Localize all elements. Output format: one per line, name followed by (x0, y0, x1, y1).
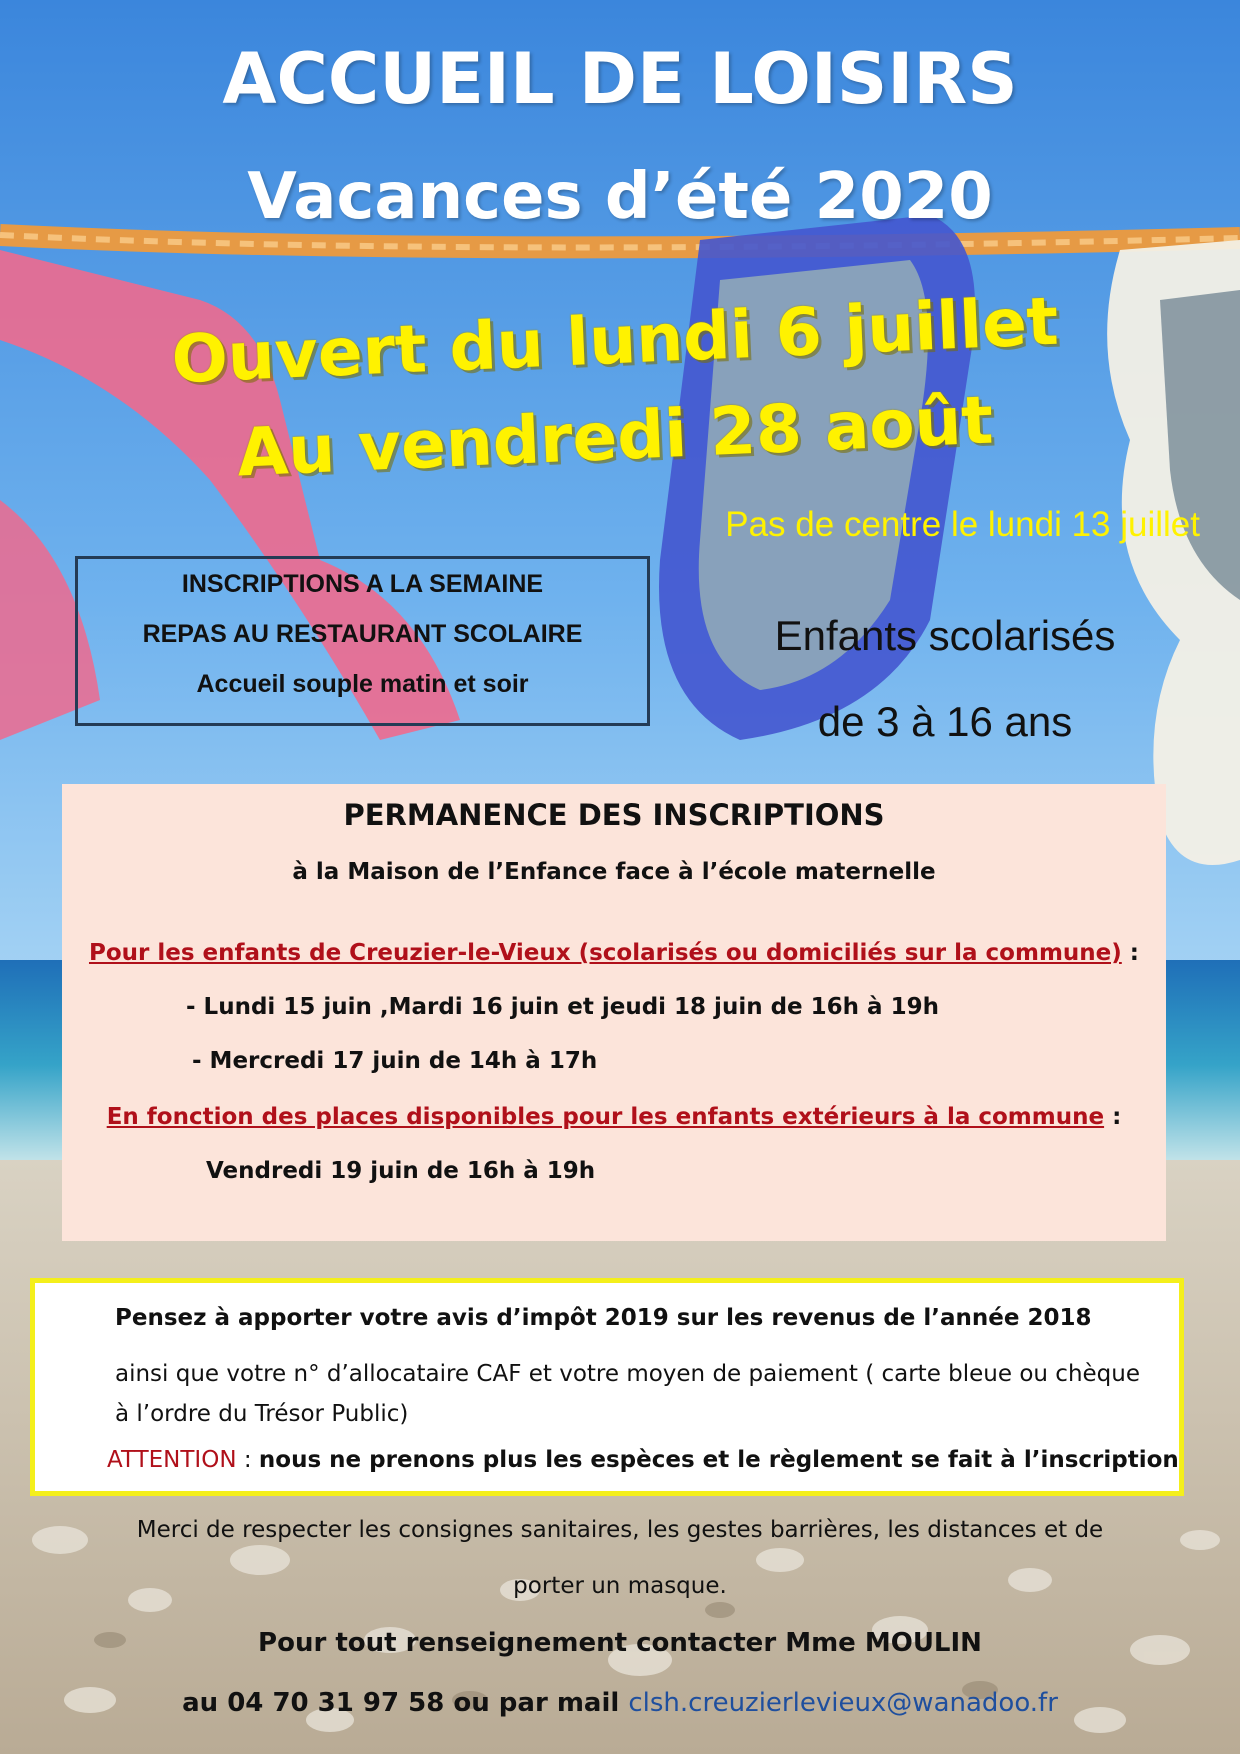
children-eligibility: Enfants scolarisés (774, 612, 1116, 659)
children-age-range: de 3 à 16 ans (817, 698, 1073, 745)
attention-label: ATTENTION (107, 1447, 237, 1473)
registration-info-box (75, 556, 650, 726)
attention-line (107, 1447, 1179, 1473)
local-children-heading (62, 940, 1166, 966)
info-line-meals: REPAS AU RESTAURANT SCOLAIRE (142, 620, 583, 648)
attention-text: nous ne prenons plus les espèces et le règlement se fait à l’inscription (258, 1447, 1179, 1473)
local-slot-2: - Mercredi 17 juin de 14h à 17h (192, 1048, 598, 1074)
attention-separator: : (236, 1447, 259, 1473)
permanence-title: PERMANENCE DES INSCRIPTIONS (343, 798, 885, 832)
phone-email-line (0, 1688, 1240, 1718)
permanence-panel (62, 784, 1166, 1241)
info-line-reception: Accueil souple matin et soir (196, 670, 529, 698)
sanitary-notice-line1: Merci de respecter les consignes sanitaires, les gestes barrières, les distances et de (136, 1517, 1104, 1543)
external-slot: Vendredi 19 juin de 16h à 19h (206, 1158, 596, 1184)
external-children-heading (62, 1104, 1166, 1130)
contact-line: Pour tout renseignement contacter Mme MOULIN (258, 1628, 982, 1658)
info-line-weekly: INSCRIPTIONS A LA SEMAINE (181, 570, 544, 598)
local-children-heading-text: Pour les enfants de Creuzier-le-Vieux (scolarisés ou domiciliés sur la commune) (88, 940, 1122, 966)
phone-text: au 04 70 31 97 58 ou par mail (182, 1688, 629, 1718)
email-link[interactable]: clsh.creuzierlevieux@wanadoo.fr (628, 1688, 1058, 1718)
local-slot-1: - Lundi 15 juin ,Mardi 16 juin et jeudi 18 juin de 16h à 19h (186, 994, 939, 1020)
external-children-heading-suffix: : (1104, 1104, 1122, 1130)
page-subtitle: Vacances d’été 2020 (247, 160, 993, 234)
closed-day-note: Pas de centre le lundi 13 juillet (725, 505, 1200, 544)
reminder-caf-line: ainsi que votre n° d’allocataire CAF et votre moyen de paiement ( carte bleue ou chèque (115, 1361, 1141, 1387)
page-title: ACCUEIL DE LOISIRS (222, 38, 1018, 120)
local-children-heading-suffix: : (1121, 940, 1139, 966)
sanitary-notice-line2: porter un masque. (513, 1573, 727, 1599)
documents-reminder-box (30, 1278, 1184, 1496)
external-children-heading-text: En fonction des places disponibles pour les enfants extérieurs à la commune (106, 1104, 1105, 1130)
permanence-location: à la Maison de l’Enfance face à l’école maternelle (292, 859, 936, 885)
opening-dates-line1: Ouvert du lundi 6 juillet (170, 282, 1060, 399)
reminder-tax-notice: Pensez à apporter votre avis d’impôt 2019 sur les revenus de l’année 2018 (115, 1305, 1092, 1331)
opening-dates-line2: Au vendredi 28 août (235, 381, 995, 492)
reminder-payment-line: à l’ordre du Trésor Public) (115, 1401, 409, 1427)
